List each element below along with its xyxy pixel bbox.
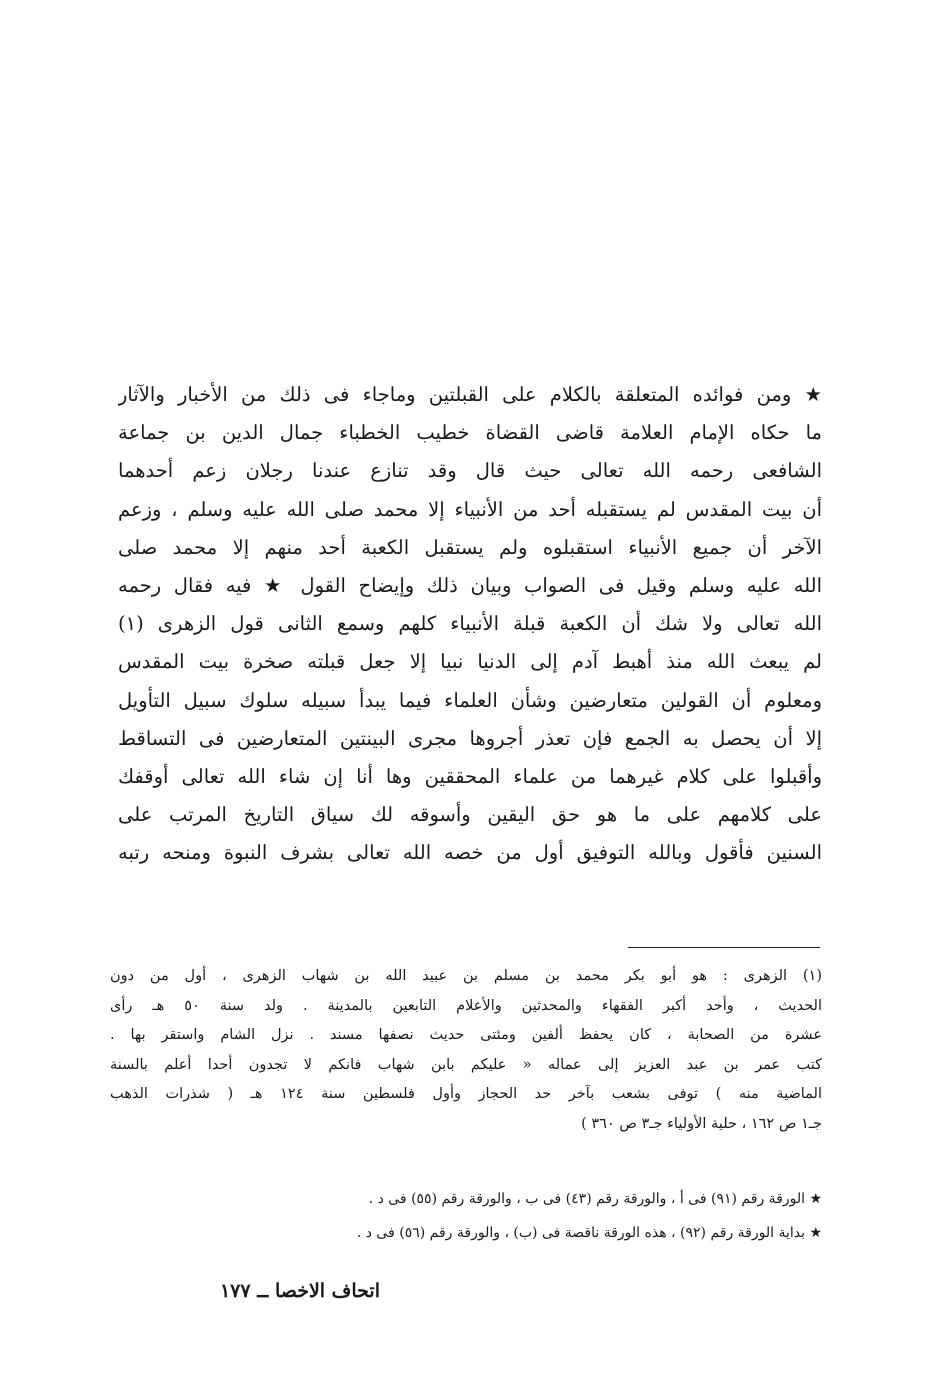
- text-line: ما حكاه الإمام العلامة قاضى القضاة خطيب الخطباء جمال الدين بن جماعة: [118, 421, 822, 445]
- text-line: الآخر أن جميع الأنبياء استقبلوه ولم يستقبل الكعبة أحد منهم إلا محمد صلى: [118, 535, 822, 559]
- text-line: الله عليه وسلم وقيل فى الصواب وبيان ذلك وإيضاح القول ★ فيه فقال رحمه: [118, 573, 822, 597]
- footnote-line: جـ١ ص ١٦٢ ، حلية الأولياء جـ٣ ص ٣٦٠ ): [581, 1115, 822, 1132]
- footnote-block: [110, 962, 822, 1140]
- text-line: إلا أن يحصل به الجمع فإن تعذر أجروها مجرى البينتين المتعارضين فى التساقط: [118, 726, 822, 750]
- page-footer: اتحاف الاخصا ــ ١٧٧: [219, 1280, 380, 1302]
- text-line: لم يبعث الله منذ أهبط آدم إلى الدنيا نبيا إلا جعل قبلته صخرة بيت المقدس: [118, 650, 822, 674]
- text-line: وأقبلوا على كلام غيرهما من علماء المحققين وها أنا إن شاء الله تعالى أوقفك: [118, 764, 822, 788]
- footnote-line: عشرة من الصحابة ، كان يحفظ ألفين ومئتى حديث نصفها مسند . نزل الشام واستقر بها .: [110, 1027, 822, 1044]
- text-line: أن بيت المقدس لم يستقبله أحد من الأنبياء إلا محمد صلى الله عليه وسلم ، وزعم: [118, 497, 822, 521]
- star-note: ★ بداية الورقة رقم (٩٢) ، هذه الورقة ناقصة فى (ب) ، والورقة رقم (٥٦) فى د .: [356, 1225, 822, 1241]
- star-note: ★ الورقة رقم (٩١) فى أ ، والورقة رقم (٤٣) فى ب ، والورقة رقم (٥٥) فى د .: [368, 1191, 822, 1207]
- footnote-line: الحديث ، وأحد أكبر الفقهاء والمحدثين والأعلام التابعين بالمدينة . ولد سنة ٥٠ هـ رأى: [110, 997, 822, 1014]
- text-line: الشافعى رحمه الله تعالى حيث قال وقد تنازع عندنا رجلان زعم أحدهما: [118, 459, 822, 483]
- footnote-line: الماضية منه ) توفى بشعب بآخر حد الحجاز وأول فلسطين سنة ١٢٤ هـ ( شذرات الذهب: [110, 1086, 822, 1103]
- manuscript-notes: [100, 1182, 822, 1250]
- footnote-line: (١) الزهرى : هو أبو بكر محمد بن مسلم بن عبيد الله بن شهاب الزهرى ، أول من دون: [110, 968, 822, 984]
- footnote-separator: [628, 947, 820, 948]
- text-line: ★ ومن فوائده المتعلقة بالكلام على القبلتين وماجاء فى ذلك من الأخبار والآثار: [118, 383, 822, 406]
- text-line: السنين فأقول وبالله التوفيق أول من خصه الله تعالى بشرف النبوة ومنحه رتبه: [118, 841, 822, 865]
- text-line: الله تعالى ولا شك أن الكعبة قبلة الأنبياء كلهم وسمع الثانى قول الزهرى (١): [118, 612, 822, 636]
- footnote-line: كتب عمر بن عبد العزيز إلى عماله « عليكم بابن شهاب فانكم لا تجدون أحدا أعلم بالسنة: [110, 1056, 822, 1073]
- text-line: ومعلوم أن القولين متعارضين وشأن العلماء فيما يبدأ سبيله سلوك سبيل التأويل: [118, 688, 822, 712]
- text-line: على كلامهم على ما هو حق اليقين وأسوقه لك سياق التاريخ المرتب على: [118, 803, 822, 827]
- main-text-block: [118, 376, 822, 872]
